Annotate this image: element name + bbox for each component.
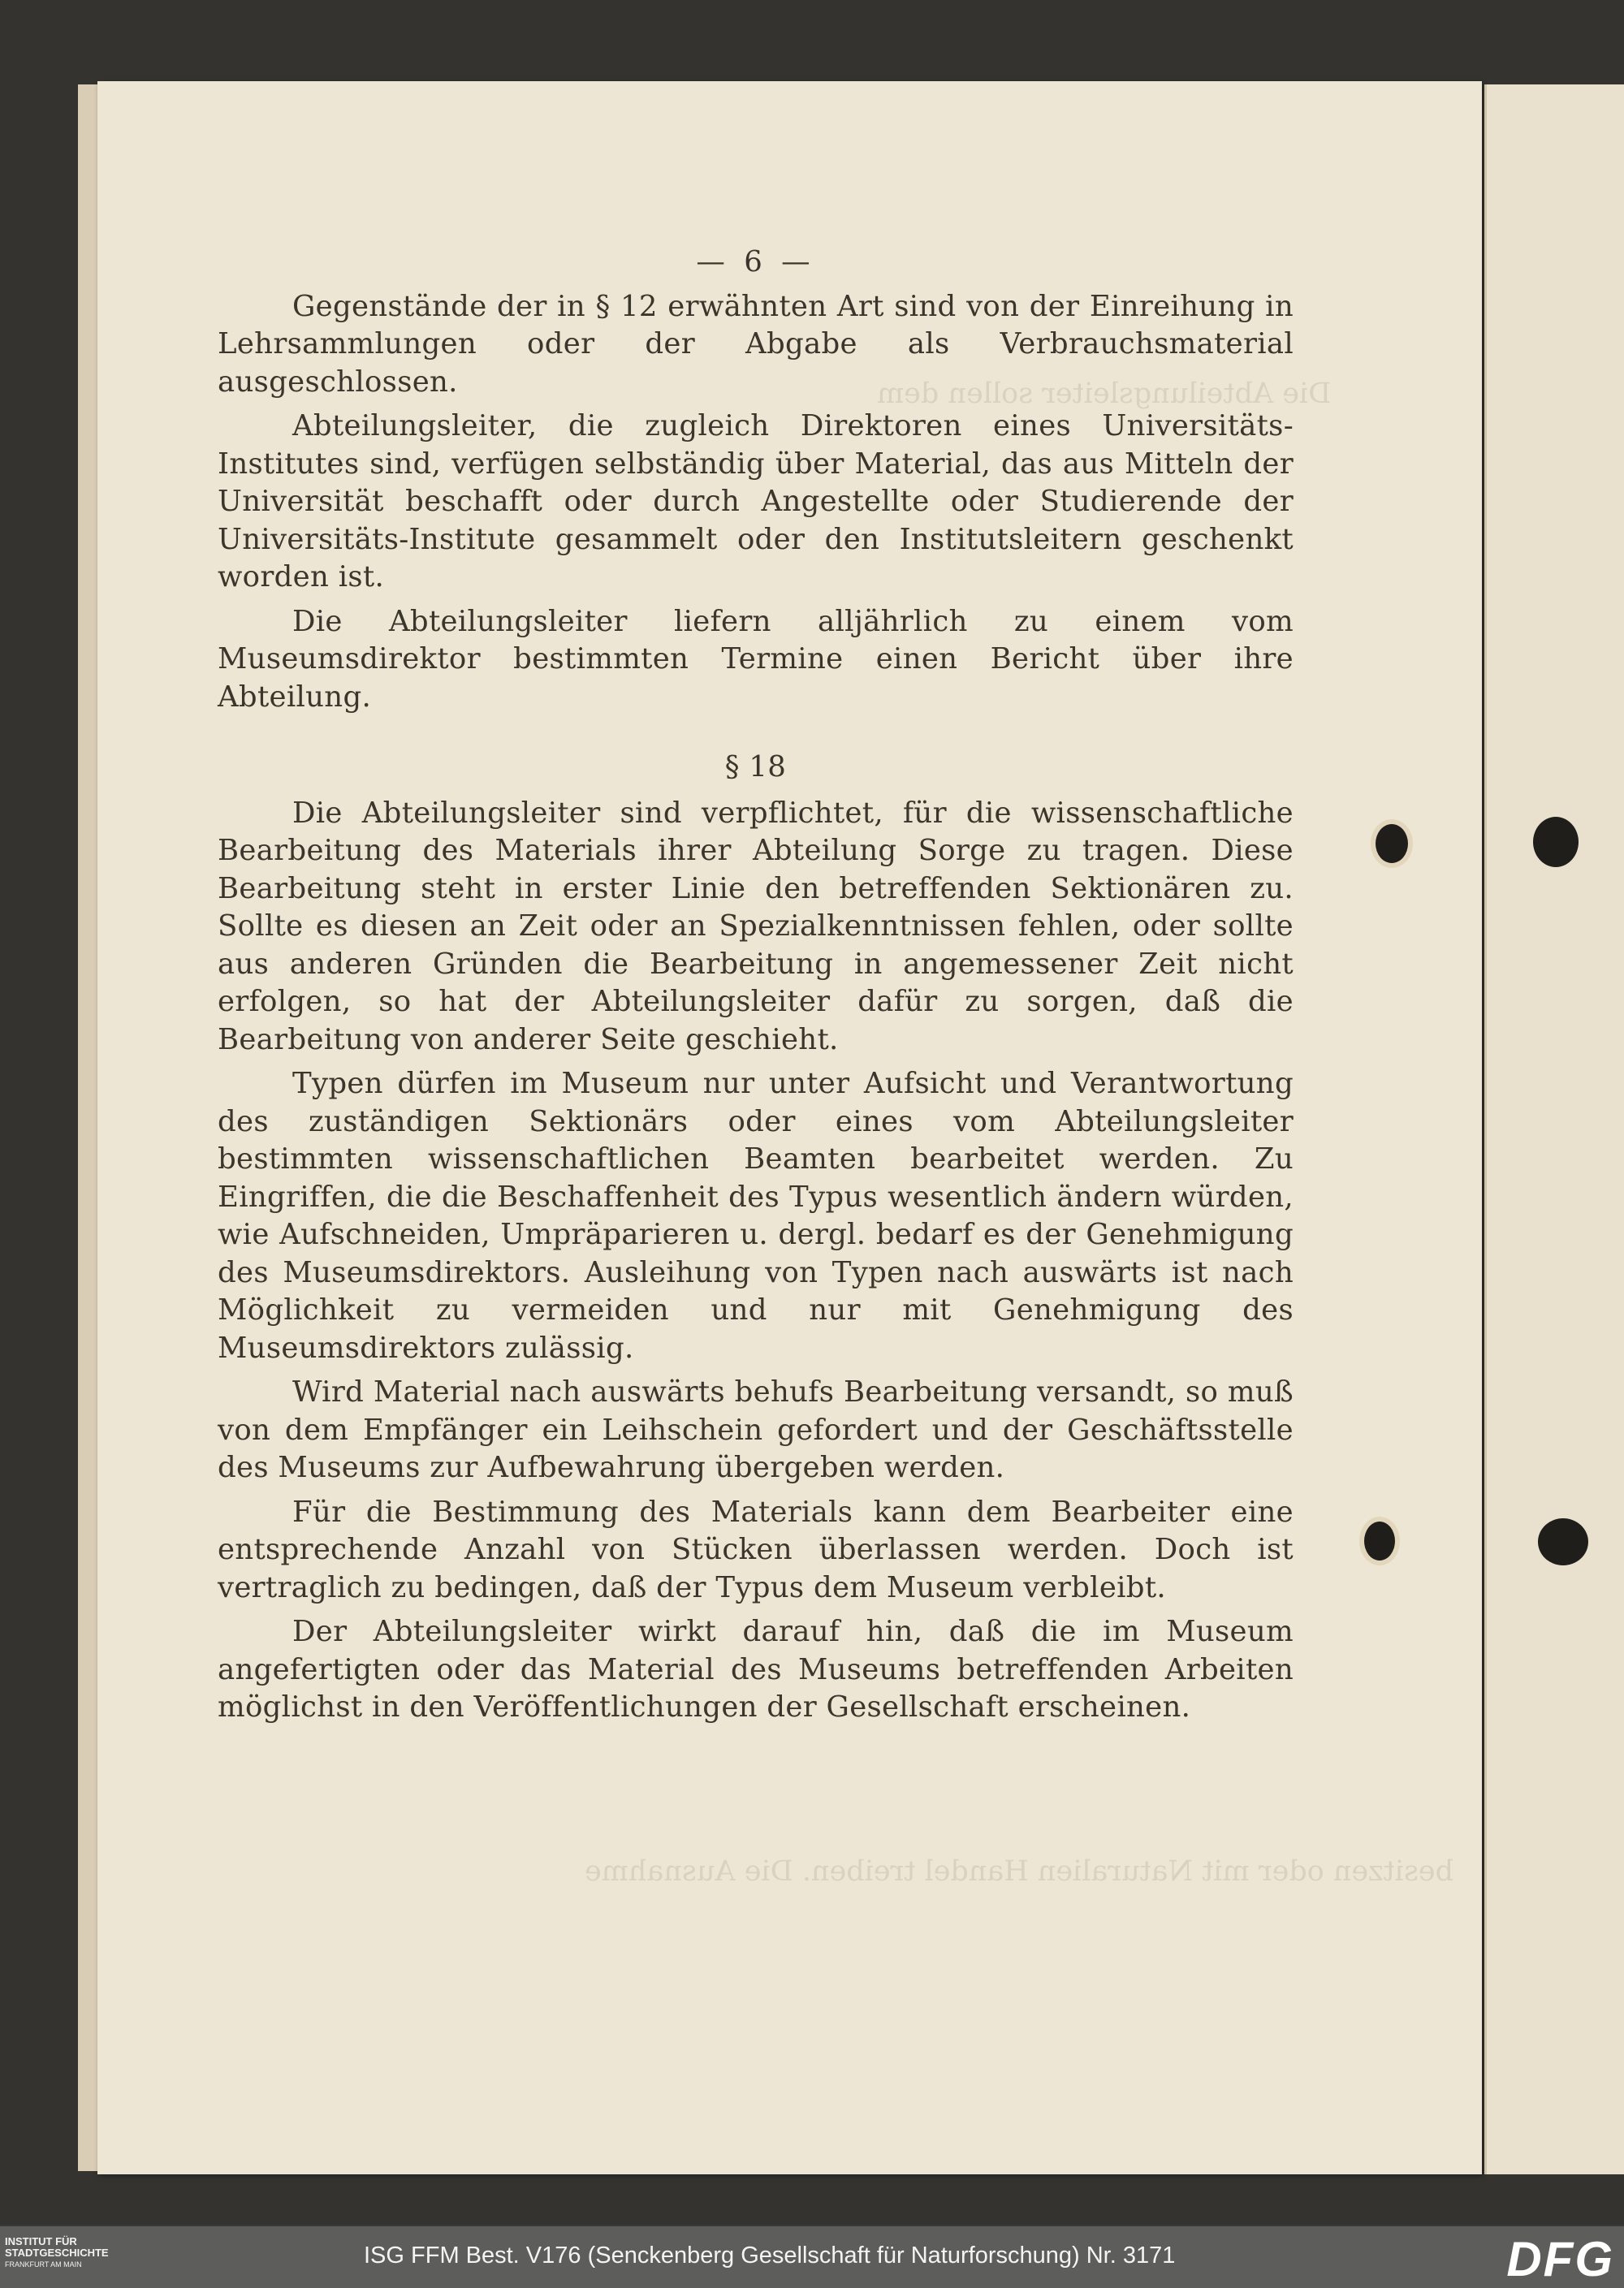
institute-name-line: STADTGESCHICHTE [5, 2247, 109, 2259]
page-number: — 6 — [696, 245, 815, 278]
punch-hole [1364, 1522, 1395, 1561]
document-text [218, 244, 1294, 1733]
dfg-logo: DFG [1506, 2232, 1614, 2286]
section-heading: § 18 [724, 750, 787, 784]
archive-record-title: ISG FFM Best. V176 (Senckenberg Gesellschaft für Naturforschung) Nr. 3171 [364, 2243, 1176, 2269]
institute-city: FRANKFURT AM MAIN [5, 2260, 82, 2269]
paragraph: Die Abteilungsleiter sind verpflichtet, für die wissenschaftliche Bearbeitung des Materials ihrer Abteilung Sorge zu tragen. Diese Bearbeitung steht in erster Linie den betreffenden Sektionären zu. Sollte es diesen an Zeit oder an Spezialkenntnissen fehlen, oder sollte aus anderen Gründen die Bearbeitung in angemessener Zeit nicht erfolgen, so hat der Abteilungsleiter dafür zu sorgen, daß die Bearbeitung von anderer Seite geschieht. [218, 796, 1294, 1056]
show-through-text: Die Abteilungsleiter sollen dem [877, 378, 1332, 410]
paragraph: Für die Bestimmung des Materials kann dem Bearbeiter eine entsprechende Anzahl von Stücken überlassen werden. Doch ist vertraglich zu bedingen, daß der Typus dem Museum verbleibt. [218, 1495, 1294, 1604]
punch-hole [1538, 1518, 1588, 1565]
institute-logo [5, 2236, 143, 2270]
adjacent-page [1484, 84, 1624, 2174]
archive-footer-bar [0, 2226, 1624, 2288]
paragraph: Der Abteilungsleiter wirkt darauf hin, daß die im Museum angefertigten oder das Material des Museums betreffenden Arbeiten möglichst in den Veröffentlichungen der Gesellschaft erscheinen. [218, 1615, 1294, 1724]
punch-hole [1533, 817, 1579, 867]
paragraph: Die Abteilungsleiter liefern alljährlich zu einem vom Museumsdirektor bestimmten Termine einen Bericht über ihre Abteilung. [218, 604, 1294, 714]
paragraph: Abteilungsleiter, die zugleich Direktoren eines Universitäts-Institutes sind, verfügen selbständig über Material, das aus Mitteln der Universität beschafft oder durch Angestellte oder Studierende der Universitäts-Institute gesammelt oder den Institutsleitern geschenkt worden ist. [218, 409, 1294, 594]
institute-name-line: INSTITUT FÜR [5, 2235, 77, 2247]
punch-hole [1376, 824, 1408, 863]
paragraph: Gegenstände der in § 12 erwähnten Art sind von der Einreihung in Lehrsammlungen oder der Abgabe als Verbrauchsmaterial ausgeschlossen. [218, 289, 1294, 399]
show-through-text: besitzen oder mit Naturalien Handel treiben. Die Ausnahme [585, 1855, 1453, 1888]
paragraph: Typen dürfen im Museum nur unter Aufsicht und Verantwortung des zuständigen Sektionärs oder eines vom Abteilungsleiter bestimmten wissenschaftlichen Beamten bearbeitet werden. Zu Eingriffen, die die Beschaffenheit des Typus wesentlich ändern würden, wie Aufschneiden, Umpräparieren u. dergl. bedarf es der Genehmigung des Museumsdirektors. Ausleihung von Typen nach auswärts ist nach Möglichkeit zu vermeiden und nur mit Genehmigung des Museumsdirektors zulässig. [218, 1067, 1294, 1365]
paragraph: Wird Material nach auswärts behufs Bearbeitung versandt, so muß von dem Empfänger ein Leihschein gefordert und der Geschäftsstelle des Museums zur Aufbewahrung übergeben werden. [218, 1375, 1294, 1484]
